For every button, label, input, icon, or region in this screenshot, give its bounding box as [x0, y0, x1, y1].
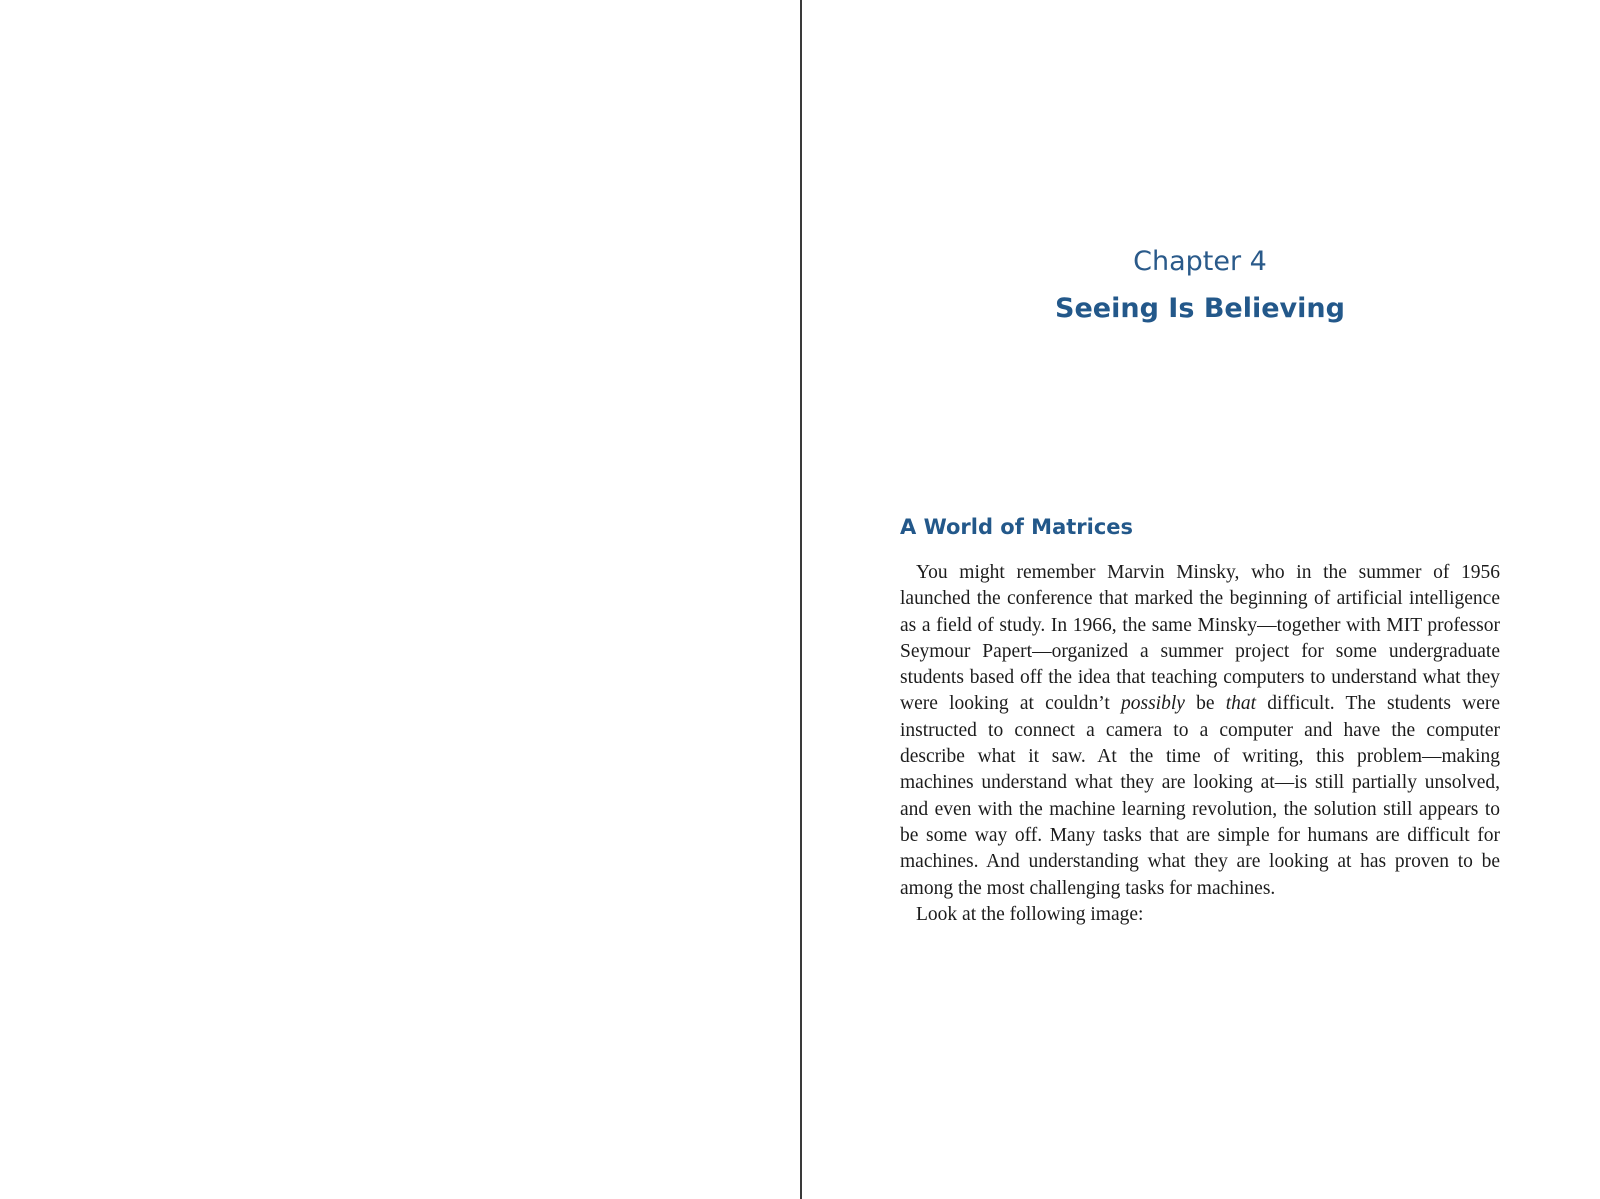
paragraph-1-text-c: difficult. The students were instructed to connect a camera to a computer and have the computer describe what it saw. At the time of writing, this problem—making machines understand what they are looking at—is still partially unsolved, and even with the machine learning revolution, the solution still appears to be some way off. Many tasks that are simple for humans are difficult for machines. And understanding what they are looking at has proven to be among the most challenging tasks for machines. — [900, 693, 1500, 899]
body-text — [900, 560, 1500, 928]
chapter-number: Chapter 4 — [1133, 246, 1267, 277]
paragraph-1-text-a: You might remember Marvin Minsky, who in the summer of 1956 launched the conference that marked the beginning of artificial intelligence as a field of study. In 1966, the same Minsky—together with MIT professor Seymour Papert—organized a summer project for some undergraduate students based off the idea that teaching computers to understand what they were looking at couldn’t — [900, 562, 1500, 715]
emphasis-possibly: possibly — [1121, 693, 1185, 715]
paragraph-1 — [900, 560, 1500, 902]
paragraph-1-text-b: be — [1184, 693, 1226, 715]
paragraph-2: Look at the following image: — [916, 903, 1144, 925]
chapter-title: Seeing Is Believing — [1055, 293, 1345, 324]
emphasis-that: that — [1225, 693, 1257, 715]
section-heading: A World of Matrices — [900, 515, 1134, 539]
